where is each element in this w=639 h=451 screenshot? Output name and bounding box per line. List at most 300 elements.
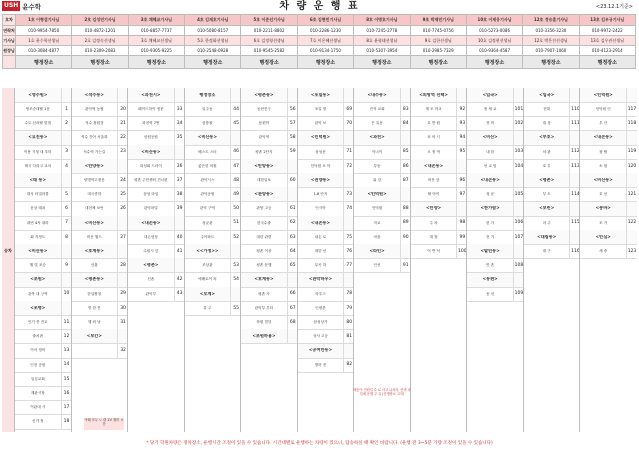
stop-name: <비산동> xyxy=(141,149,161,154)
route-column xyxy=(71,88,129,432)
stop-number: 48 xyxy=(230,173,241,187)
stop-name: 참 탈 xyxy=(599,149,608,154)
stop-name: 수원시 앞 xyxy=(143,248,159,253)
stop-name: 주 차 xyxy=(429,220,438,225)
stop-number: 46 xyxy=(230,145,241,159)
stop-number: 107 xyxy=(513,230,524,244)
name-cell: 7호 이은혜선생님 xyxy=(297,36,353,46)
stop-row xyxy=(241,173,298,188)
stop-row xyxy=(185,216,242,231)
stop-name: 관양 고등 xyxy=(256,206,272,211)
stop-row xyxy=(580,116,637,131)
route-column xyxy=(410,88,468,432)
stop-row xyxy=(298,301,355,316)
stop-name: <평촌> xyxy=(539,177,555,182)
stop-name: <<가정>> xyxy=(196,248,219,253)
name-cell: 5호 한정화선생님 xyxy=(185,36,241,46)
section-header xyxy=(241,159,298,174)
stop-name: 출처편 xyxy=(32,334,43,339)
stop-number: 1 xyxy=(61,102,72,116)
stop-row xyxy=(185,159,242,174)
stop-row xyxy=(411,102,468,117)
stop-name: 1.8 단지 xyxy=(313,192,328,197)
stop-name: <초원하용> xyxy=(252,334,276,339)
route-column xyxy=(353,88,411,432)
stop-row xyxy=(580,145,637,160)
stop-name: 에베로이 처 xyxy=(198,277,217,282)
stop-number: 109 xyxy=(513,287,524,301)
stop-row xyxy=(185,145,242,160)
stop-name: <인덕원> xyxy=(367,192,387,197)
stop-name: <부호> xyxy=(539,135,555,140)
name-cell: 3호 채혜교선생님 xyxy=(128,36,184,46)
name2-cell: 010-4123-2914 xyxy=(579,46,635,56)
stop-row xyxy=(298,187,355,202)
name2-cell: 010-2548-0928 xyxy=(185,46,241,56)
stop-row xyxy=(15,116,72,131)
stop-number: 34 xyxy=(174,116,185,130)
stop-row xyxy=(354,258,411,273)
section-header xyxy=(524,173,581,188)
stop-row xyxy=(15,258,72,273)
column-header: 행정장소 xyxy=(523,56,579,69)
stop-row xyxy=(128,273,185,288)
stop-name: 만 촌 xyxy=(486,263,495,268)
stop-number xyxy=(626,230,637,244)
stop-number: 29 xyxy=(117,287,128,301)
stop-number: 33 xyxy=(174,102,185,116)
route-column xyxy=(14,88,72,432)
stop-number: 75 xyxy=(343,230,354,244)
stop-row xyxy=(15,202,72,217)
stop-name: 전 기 xyxy=(486,234,495,239)
stop-row xyxy=(15,415,72,430)
stop-name: <한가람> xyxy=(480,206,500,211)
stop-number: 85 xyxy=(400,145,411,159)
stop-name: 우 산 xyxy=(599,121,608,126)
stop-name: 관악부 xyxy=(145,291,157,296)
stop-name: 태국 다라고 교차 xyxy=(24,163,52,168)
section-header xyxy=(524,202,581,217)
stop-row xyxy=(467,102,524,117)
stop-name: 인덕원 오 아 xyxy=(310,163,331,168)
ho-cell: 6호 김현민기사님 xyxy=(297,15,353,26)
section-header xyxy=(72,88,129,103)
stop-number: 26 xyxy=(117,202,128,216)
stop-number: 67 xyxy=(287,301,298,315)
stop-name: 관악파밀 xyxy=(143,206,158,211)
page-title: 차 량 운 행 표 xyxy=(279,1,360,12)
stop-name: 삼성상가 xyxy=(313,319,328,324)
stop-row xyxy=(241,258,298,273)
section-header xyxy=(128,145,185,160)
column-header: 행정장소 xyxy=(16,56,72,69)
stop-number: 106 xyxy=(513,216,524,230)
name-cell: 1호 윤수학선생님 xyxy=(16,36,72,46)
stop-row xyxy=(354,145,411,160)
stop-row xyxy=(15,358,72,373)
stop-name: 내손 로 xyxy=(314,234,327,239)
section-header xyxy=(467,273,524,288)
stop-name: 신촌 xyxy=(147,277,155,282)
phone-cell: 010-8857-7737 xyxy=(128,26,184,36)
column-header: 행정장소 xyxy=(354,56,410,69)
stop-name: 진석 교회 xyxy=(369,106,385,111)
stop-name: 마 주 xyxy=(542,220,551,225)
phone-cell: 010-2286-1230 xyxy=(297,26,353,36)
stop-number: 51 xyxy=(230,216,241,230)
section-header xyxy=(128,216,185,231)
stop-row xyxy=(72,116,129,131)
stop-number: 121 xyxy=(626,187,637,201)
stop-row xyxy=(298,145,355,160)
stop-number: 78 xyxy=(343,287,354,301)
stop-name: <평촌동> xyxy=(254,92,274,97)
stop-row xyxy=(580,244,637,259)
stop-name: 모 가 xyxy=(599,220,608,225)
stop-number xyxy=(626,88,637,102)
row-label-name: 기사님 xyxy=(3,36,16,46)
sidebar-label: 승차 xyxy=(4,248,12,253)
stop-row xyxy=(354,102,411,117)
stop-name: <내손동> xyxy=(593,135,613,140)
stop-name: 삼성문 xyxy=(315,149,326,154)
stop-name: 관악역 농협 xyxy=(85,106,104,111)
stop-number: 22 xyxy=(117,131,128,145)
stop-name: 선 교 팀 xyxy=(483,163,497,168)
stop-name: 인시아 xyxy=(315,206,326,211)
stop-name: <동편> xyxy=(482,277,498,282)
route-column xyxy=(579,88,637,432)
ho-cell: 4호 김재호기사님 xyxy=(185,15,241,26)
phone-cell: 010-2211-8802 xyxy=(241,26,297,36)
section-header xyxy=(185,131,242,146)
stop-name: 한일합칭 xyxy=(87,291,102,296)
stop-name: <호계동> xyxy=(254,277,274,282)
row-label-name2: 원장님 xyxy=(3,46,16,56)
stop-name: 관악역 xyxy=(258,135,270,140)
stop-number: 102 xyxy=(513,116,524,130)
section-header xyxy=(298,344,355,359)
stop-name: <모계> xyxy=(199,291,215,296)
stop-name: <말인동> xyxy=(480,248,500,253)
stop-row xyxy=(411,145,468,160)
stop-row xyxy=(15,145,72,160)
stop-name: 행 외 남 xyxy=(87,319,101,324)
stop-number: 110 xyxy=(569,102,580,116)
stop-row xyxy=(185,258,242,273)
stop-number: 64 xyxy=(287,244,298,258)
name2-cell: 010-5307-3954 xyxy=(354,46,410,56)
name-cell: 12호 박은진선생님 xyxy=(523,36,579,46)
stop-name: <내손동> xyxy=(141,220,161,225)
stop-number: 20 xyxy=(117,102,128,116)
stop-name: 이용 시청 내 우미 xyxy=(23,149,52,154)
stop-number: 66 xyxy=(287,287,298,301)
stop-number: 94 xyxy=(456,131,467,145)
stop-name: 평촌 주민센터 건너편 xyxy=(134,177,168,182)
stop-number: 100 xyxy=(456,244,467,258)
stop-row xyxy=(467,159,524,174)
stop-number: 111 xyxy=(569,116,580,130)
stop-number: 43 xyxy=(174,287,185,301)
section-header xyxy=(128,88,185,103)
stop-row xyxy=(185,273,242,288)
stop-row xyxy=(72,187,129,202)
stop-row xyxy=(354,116,411,131)
ho-cell: 2호 김성민기사님 xyxy=(72,15,128,26)
stop-number: 16 xyxy=(61,386,72,400)
name2-cell: 010-9545-2582 xyxy=(241,46,297,56)
stop-row xyxy=(185,116,242,131)
stop-number: 97 xyxy=(456,187,467,201)
stop-number: 117 xyxy=(626,102,637,116)
name2-cell: 010-2309-2083 xyxy=(72,46,128,56)
stop-number: 15 xyxy=(61,372,72,386)
section-header xyxy=(15,301,72,316)
stop-name: 호 우 xyxy=(542,163,551,168)
date-label: <23.12.1기준> xyxy=(595,4,633,10)
stop-number: 70 xyxy=(343,116,354,130)
stop-name: <호계동> xyxy=(84,248,104,253)
stop-number: 72 xyxy=(343,159,354,173)
stop-row xyxy=(15,315,72,330)
stop-row xyxy=(15,230,72,245)
stop-row xyxy=(128,244,185,259)
route-column xyxy=(127,88,185,432)
stop-row xyxy=(128,187,185,202)
ho-cell: 5호 이준선기사님 xyxy=(241,15,297,26)
name-cell: 8호 윤형태선생님 xyxy=(354,36,410,46)
section-header xyxy=(241,273,298,288)
stop-row xyxy=(298,329,355,344)
stop-name: 정 세 교 xyxy=(483,106,497,111)
stop-name: 페이드하이 정문 xyxy=(138,106,164,111)
name2-cell: 010-2985-7329 xyxy=(410,46,466,56)
stop-number: 11 xyxy=(61,315,72,329)
section-header xyxy=(298,173,355,188)
stop-number: 90 xyxy=(400,230,411,244)
stop-number: 108 xyxy=(513,258,524,272)
stop-row xyxy=(298,258,355,273)
stop-name: 행정장소 xyxy=(199,92,216,97)
section-header xyxy=(72,273,129,288)
stop-number: 84 xyxy=(400,116,411,130)
stop-row xyxy=(354,216,411,231)
stop-name: 이 반 석 xyxy=(427,248,440,253)
stop-name: 포일 장 xyxy=(314,106,327,111)
stop-row xyxy=(72,344,129,359)
stop-name: <요진동> xyxy=(28,135,48,140)
stop-name: 영조순대탈 1동 xyxy=(25,106,50,111)
stop-name: 대사 터밀라를 xyxy=(26,192,49,197)
stop-name: 일심교회 xyxy=(30,376,45,381)
stop-number: 105 xyxy=(513,187,524,201)
stop-row xyxy=(241,315,298,330)
section-header xyxy=(15,173,72,188)
stop-name: 과천역 7번 xyxy=(142,121,160,126)
stop-number: 4 xyxy=(61,159,72,173)
stop-row xyxy=(128,173,185,188)
stop-row xyxy=(241,216,298,231)
stop-name: 자교 xyxy=(373,220,381,225)
stop-row xyxy=(72,315,129,330)
stop-name: 대 구 xyxy=(542,248,551,253)
stop-number: 9 xyxy=(61,258,72,272)
stop-name: 위 강 xyxy=(372,177,382,182)
stop-number: 14 xyxy=(61,358,72,372)
ho-cell: 13호 김우규기사님 xyxy=(579,15,635,26)
section-header xyxy=(467,173,524,188)
stop-number: 88 xyxy=(400,202,411,216)
stop-name: 인평촌 xyxy=(315,305,326,310)
stop-name: 오 정 역 xyxy=(427,149,440,154)
section-header xyxy=(580,202,637,217)
name2-cell: 010-9364-4587 xyxy=(466,46,522,56)
stop-row xyxy=(241,230,298,245)
stop-row xyxy=(72,287,129,302)
stop-row xyxy=(524,244,581,259)
schedule-body xyxy=(2,88,636,432)
stop-name: 새 중 xyxy=(599,248,608,253)
stop-number: 114 xyxy=(569,187,580,201)
stop-name: 동 선 xyxy=(486,291,495,296)
stop-number: 76 xyxy=(343,244,354,258)
route-column xyxy=(297,88,355,432)
stop-row xyxy=(298,230,355,245)
stop-name: <안양동> xyxy=(254,163,274,168)
stop-row xyxy=(241,131,298,146)
stop-number: 42 xyxy=(174,273,185,287)
stop-name: <조명> xyxy=(30,305,46,310)
section-header xyxy=(128,258,185,273)
phone-cell: 010-5080-8157 xyxy=(185,26,241,36)
name-cell: 10호 김정현선생님 xyxy=(466,36,522,46)
stop-name: <입국> xyxy=(539,92,555,97)
stop-name: 대 장 xyxy=(429,234,438,239)
stop-row xyxy=(15,216,72,231)
section-header xyxy=(298,88,355,103)
section-header xyxy=(467,202,524,217)
stop-number: 28 xyxy=(117,258,128,272)
stop-number: 98 xyxy=(456,216,467,230)
stop-name: 대한일보 xyxy=(256,177,271,182)
stop-name: 포 어 시 xyxy=(427,135,440,140)
stop-row xyxy=(298,159,355,174)
stop-name: 대 상 xyxy=(542,121,551,126)
stop-number: 73 xyxy=(343,187,354,201)
ho-cell: 10호 이재웅기사님 xyxy=(466,15,522,26)
stop-row xyxy=(354,202,411,217)
stop-number: 101 xyxy=(513,102,524,116)
stop-number: 123 xyxy=(626,244,637,258)
route-column xyxy=(466,88,524,432)
section-header xyxy=(72,329,129,344)
stop-name: <내손동> xyxy=(480,177,500,182)
stop-number: 53 xyxy=(230,258,241,272)
stop-number: 86 xyxy=(400,159,411,173)
stop-number: 44 xyxy=(230,102,241,116)
section-header xyxy=(241,187,298,202)
stop-number: 58 xyxy=(287,131,298,145)
stop-row xyxy=(467,116,524,131)
stop-name: <내손동> xyxy=(310,220,331,225)
stop-number: 118 xyxy=(626,116,637,130)
stop-number: 77 xyxy=(343,258,354,272)
stop-row xyxy=(15,159,72,174)
stop-number: 91 xyxy=(400,258,411,272)
stop-row xyxy=(467,230,524,245)
section-header xyxy=(354,244,411,259)
stop-number: 74 xyxy=(343,202,354,216)
stop-number: 83 xyxy=(400,102,411,116)
stop-name: <공여만동> xyxy=(308,348,333,353)
section-header xyxy=(467,88,524,103)
stop-row xyxy=(128,116,185,131)
stop-name: 석수역 가는길 xyxy=(83,149,106,154)
stop-name: 탈 아이 xyxy=(427,192,440,197)
stop-number: 27 xyxy=(117,230,128,244)
ho-cell: 3호 채혜교기사님 xyxy=(128,15,184,26)
section-header xyxy=(298,273,355,288)
stop-number: 8 xyxy=(61,230,72,244)
stop-row xyxy=(128,230,185,245)
stop-name: <입국> xyxy=(482,92,498,97)
stop-number: 7 xyxy=(61,216,72,230)
stop-name: 신기 정 xyxy=(31,419,44,424)
stop-row xyxy=(298,287,355,302)
section-header xyxy=(185,244,242,259)
stop-name: <비산동> xyxy=(84,220,104,225)
stop-number: 82 xyxy=(343,358,354,372)
name2-cell: 010-3084-4877 xyxy=(16,46,72,56)
stop-row xyxy=(185,187,242,202)
stop-row xyxy=(411,116,468,131)
stop-name: 무곡 하 xyxy=(314,263,327,268)
stop-name: 성균관 xyxy=(202,220,213,225)
section-header xyxy=(298,131,355,146)
stop-row xyxy=(580,102,637,117)
stop-name: 이서 정어 xyxy=(30,348,46,353)
column-header: 행정장소 xyxy=(297,56,353,69)
stop-number: 13 xyxy=(61,344,72,358)
stop-number: 23 xyxy=(117,145,128,159)
stop-name: 현대 xyxy=(543,106,551,111)
section-header xyxy=(185,287,242,302)
stop-number: 104 xyxy=(513,159,524,173)
stop-row xyxy=(298,244,355,259)
stop-row xyxy=(185,202,242,217)
stop-name: 비산 상 xyxy=(427,177,440,182)
stop-name: <몽바> xyxy=(595,206,611,211)
name-cell: 13호 김우관선생님 xyxy=(579,36,635,46)
column-header: 행정장소 xyxy=(128,56,184,69)
section-header xyxy=(411,159,468,174)
stop-number: 60 xyxy=(287,173,298,187)
stop-number: 38 xyxy=(174,187,185,201)
route-column xyxy=(240,88,298,432)
section-header xyxy=(580,230,637,245)
stop-number: 93 xyxy=(456,116,467,130)
stop-row xyxy=(467,287,524,302)
stop-name: 청 운 xyxy=(486,192,495,197)
stop-row xyxy=(580,187,637,202)
stop-name: <과천> xyxy=(369,135,385,140)
stop-name: <평촌> xyxy=(143,263,159,268)
stop-name: <과천시> xyxy=(141,92,161,97)
section-header xyxy=(580,88,637,103)
stop-number: 63 xyxy=(287,230,298,244)
